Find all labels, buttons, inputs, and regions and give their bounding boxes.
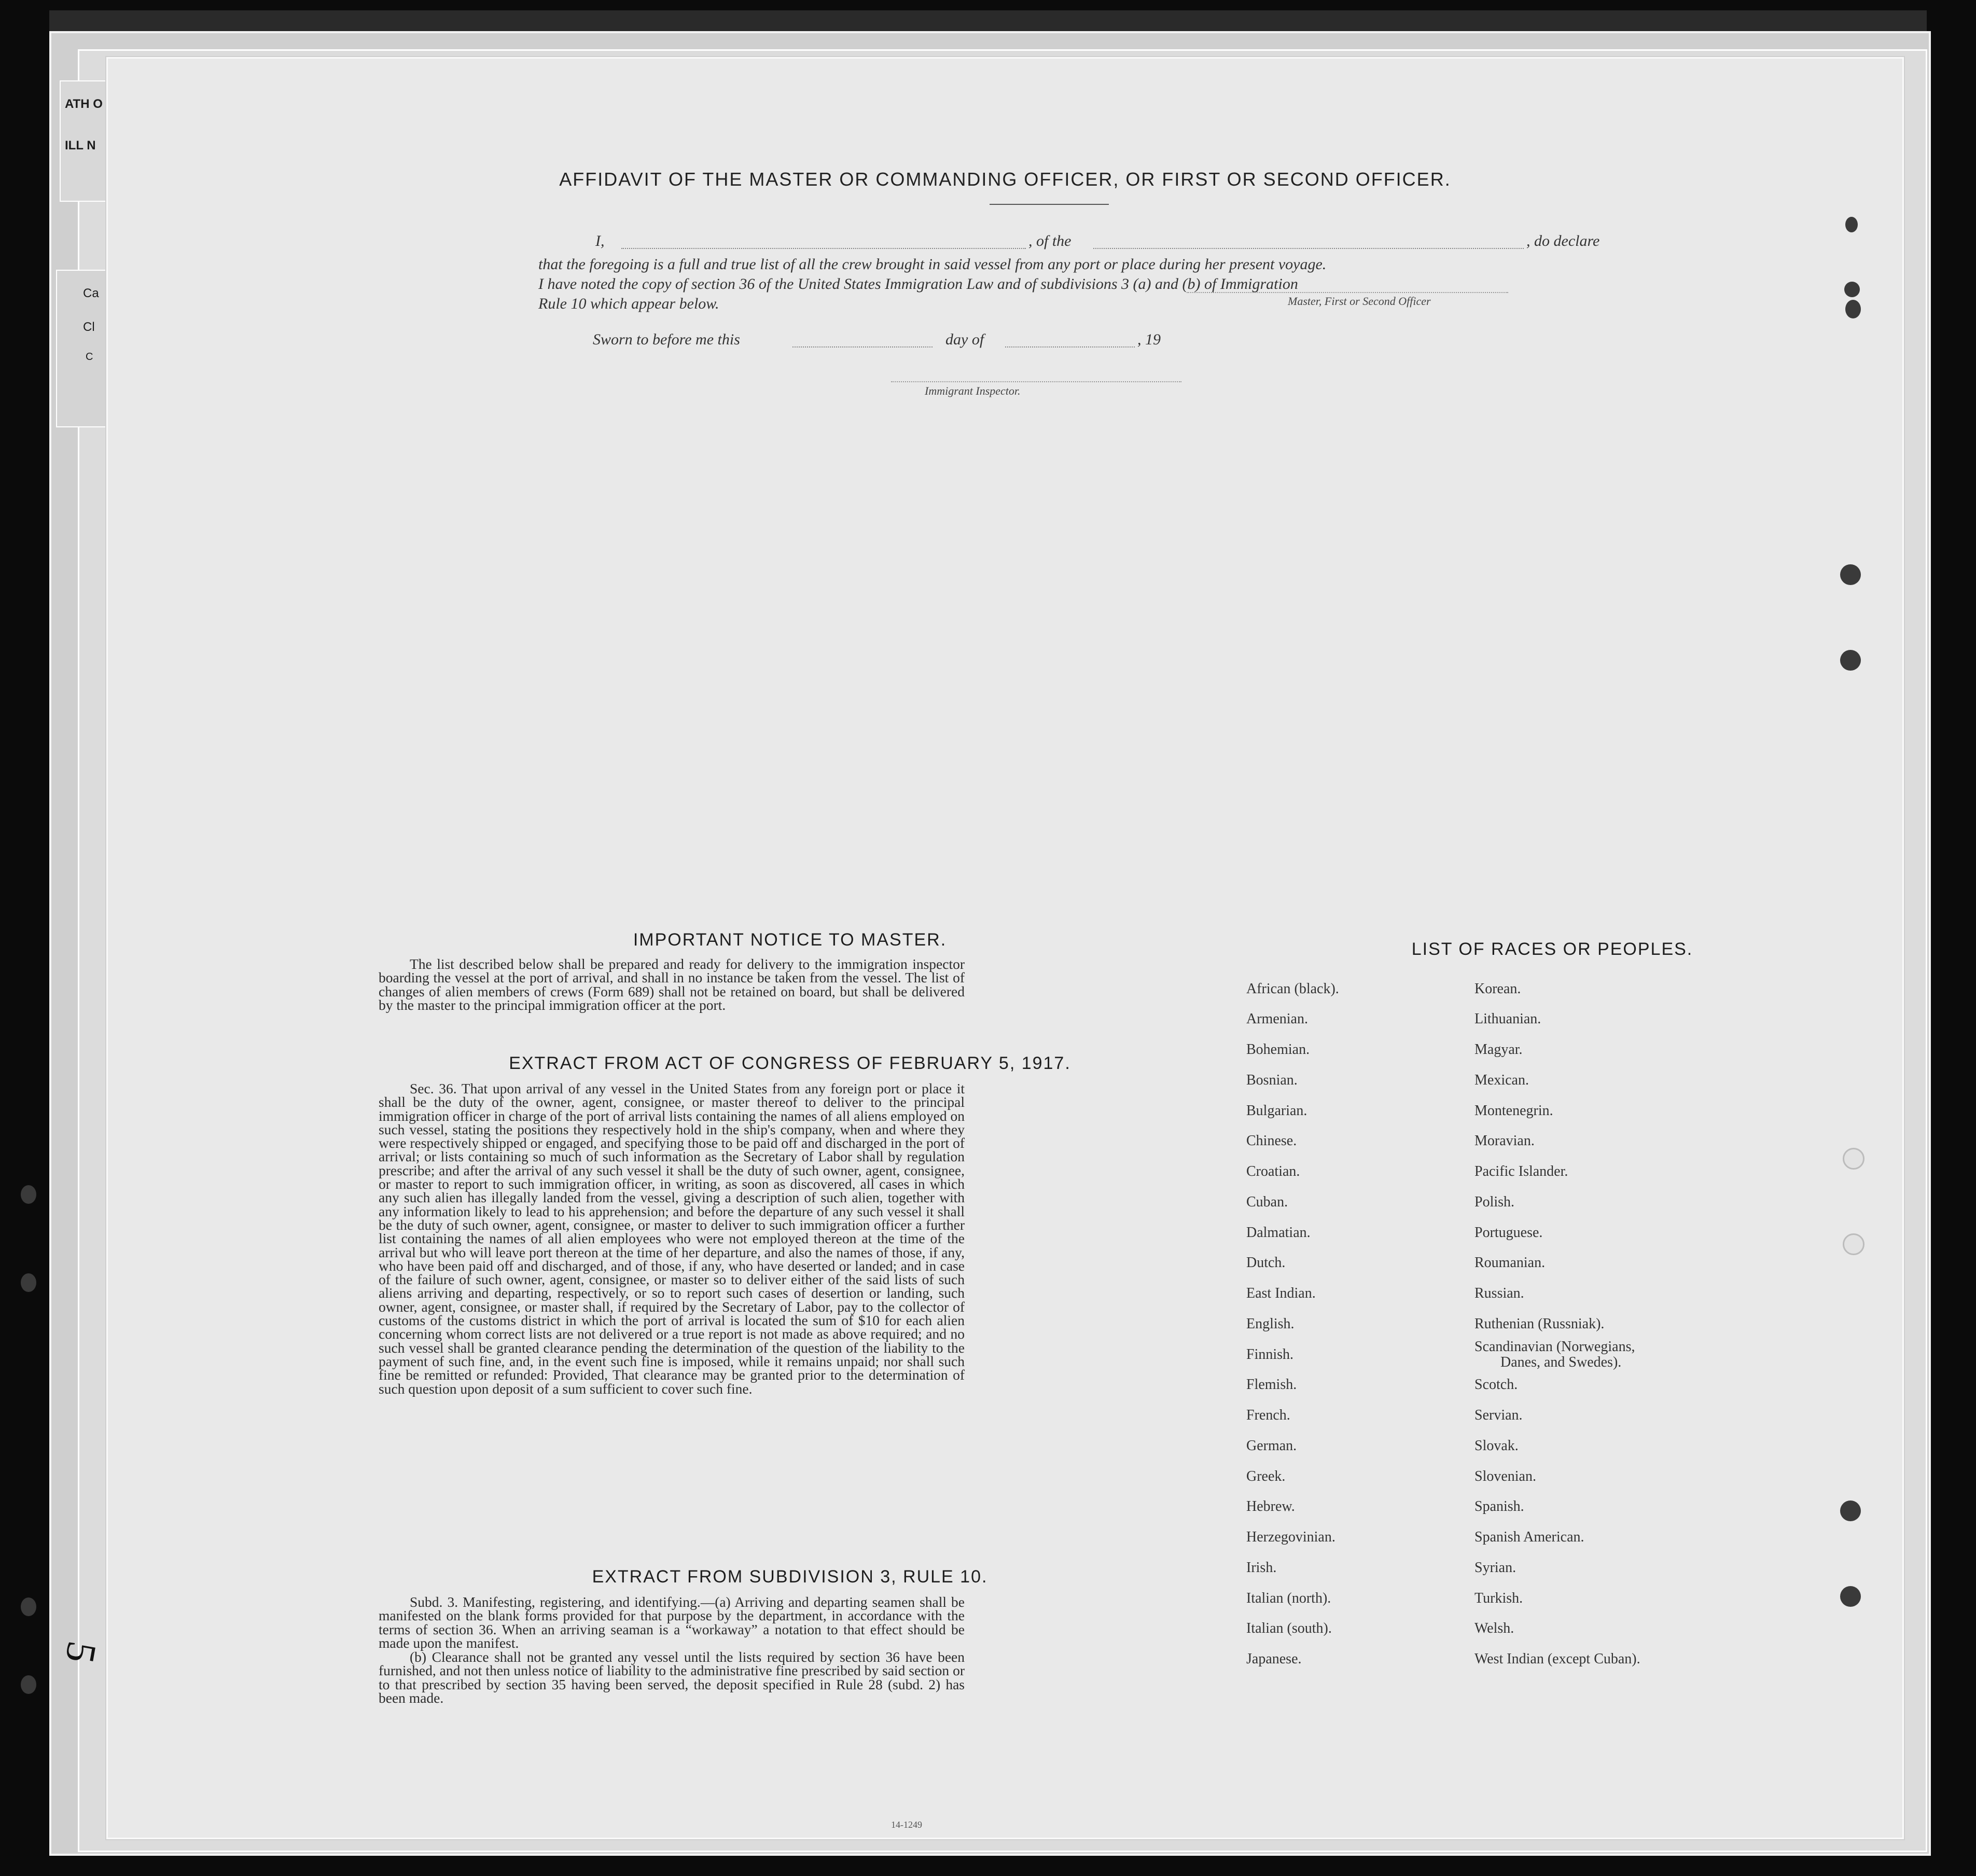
form-number: 14-1249 — [891, 1819, 922, 1830]
notice-title: IMPORTANT NOTICE TO MASTER. — [633, 930, 947, 950]
month-blank — [1005, 346, 1135, 348]
race-item: Croatian. — [1246, 1163, 1300, 1179]
race-item: Ruthenian (Russniak). — [1474, 1316, 1605, 1332]
race-item: Montenegrin. — [1474, 1103, 1553, 1119]
master-signature-line — [1187, 292, 1508, 293]
vessel-blank — [1093, 248, 1524, 249]
race-item: Herzegovinian. — [1246, 1529, 1335, 1545]
race-item: Dutch. — [1246, 1255, 1286, 1271]
punch-hole-icon — [21, 1273, 36, 1292]
day-blank — [792, 346, 933, 348]
sworn-label: Sworn to before me this — [593, 331, 740, 348]
top-scan-edge — [49, 10, 1927, 34]
handwritten-mark: 5 — [56, 1638, 105, 1666]
race-item: Syrian. — [1474, 1560, 1516, 1576]
punch-hole-icon — [21, 1185, 36, 1204]
declarant-blank — [621, 248, 1026, 249]
race-item: Greek. — [1246, 1468, 1286, 1484]
inspector-signature-line — [891, 381, 1181, 382]
stub-text-2: ILL N — [65, 138, 96, 152]
race-item: English. — [1246, 1316, 1295, 1332]
race-item: Polish. — [1474, 1194, 1515, 1210]
race-item: Korean. — [1474, 981, 1521, 997]
race-item: Turkish. — [1474, 1590, 1523, 1606]
year-label: , 19 — [1137, 331, 1161, 348]
race-item: Flemish. — [1246, 1377, 1297, 1393]
punch-hole-icon — [1843, 1148, 1864, 1170]
race-item: Moravian. — [1474, 1133, 1535, 1149]
punch-hole-icon — [1840, 1500, 1861, 1521]
race-item: Mexican. — [1474, 1072, 1529, 1088]
race-item: Lithuanian. — [1474, 1011, 1541, 1027]
punch-hole-icon — [1845, 217, 1858, 232]
race-item: Portuguese. — [1474, 1225, 1543, 1241]
title-rule — [990, 204, 1109, 205]
race-item: East Indian. — [1246, 1285, 1316, 1301]
race-item: Japanese. — [1246, 1651, 1302, 1667]
race-item: Dalmatian. — [1246, 1225, 1311, 1241]
race-item: Roumanian. — [1474, 1255, 1546, 1271]
race-item: Armenian. — [1246, 1011, 1308, 1027]
race-item: French. — [1246, 1407, 1290, 1423]
race-item: Slovenian. — [1474, 1468, 1536, 1484]
act-extract-text: Sec. 36. That upon arrival of any vessel in the United States from any foreign port or place it shall be the duty of the owner, agent, consignee, or master thereof to deliver to the principal immigration officer in charge of the port of arrival lists containing the names of all aliens employed on such vessel, stating the positions they respectively hold in the ship's company, when and where they were respectively shipped or engaged, and specifying those to be paid off and discharged in the port of arrival; or lists containing so much of such information as the Secretary of Labor shall by regulation prescribe; and after the arrival of any such vessel it shall be the duty of such owner, agent, consignee, or master to report to such immigration officer, in writing, as soon as discovered, all cases in which any such alien has illegally landed from the vessel, giving a description of such alien, together with any information likely to lead to his apprehension; and before the departure of any such vessel it shall be the duty of such owner, agent, consignee, or master to deliver to such immigration officer a further list containing the names of all alien employees who were not employed thereon at the time of the arrival but who will leave port thereon at the time of her departure, and also the names of those, if any, who have been paid off and discharged, and of those, if any, who have deserted or landed; and in case of the failure of such owner, agent, consignee, or master so to deliver either of the said lists of such aliens arriving and departing, respectively, or so to report such cases of desertion or landing, such owner, agent, consignee, or master shall, if required by the Secretary of Labor, pay to the collector of customs of the customs district in which the port of arrival is located the sum of $10 for each alien concerning whom correct lists are not delivered or a true report is not made as above required; and no such vessel shall be granted clearance pending the determination of the question of the liability to the payment of such fine, and, in the event such fine is imposed, while it remains unpaid; nor shall such fine be remitted or refunded: Provided, That clearance may be granted prior to the determination of such question upon deposit of a sum sufficient to cover such fine. — [379, 1080, 965, 1397]
race-item: Servian. — [1474, 1407, 1523, 1423]
race-item: West Indian (except Cuban). — [1474, 1651, 1640, 1667]
stub-c1: Ca — [83, 286, 99, 300]
punch-hole-icon — [21, 1597, 36, 1616]
race-item: Finnish. — [1246, 1346, 1294, 1363]
do-declare-label: , do declare — [1526, 232, 1600, 249]
punch-hole-icon — [1840, 1586, 1861, 1607]
race-item: Bulgarian. — [1246, 1103, 1307, 1119]
race-item: Irish. — [1246, 1560, 1277, 1576]
race-item: Bosnian. — [1246, 1072, 1298, 1088]
race-item: Russian. — [1474, 1285, 1524, 1301]
of-the-label: , of the — [1028, 232, 1072, 249]
race-item: Spanish American. — [1474, 1529, 1584, 1545]
race-item: Chinese. — [1246, 1133, 1297, 1149]
race-item: German. — [1246, 1438, 1297, 1454]
race-item: Spanish. — [1474, 1498, 1524, 1514]
affidavit-title: AFFIDAVIT OF THE MASTER OR COMMANDING OFFICER, OR FIRST OR SECOND OFFICER. — [559, 169, 1451, 190]
declarant-label: I, — [595, 232, 605, 249]
race-item: Bohemian. — [1246, 1041, 1310, 1058]
race-item: Scotch. — [1474, 1377, 1518, 1393]
race-item: Italian (north). — [1246, 1590, 1331, 1606]
race-item: African (black). — [1246, 981, 1339, 997]
stub-text-1: ATH O — [65, 97, 103, 111]
stub-c2: Cl — [83, 320, 95, 334]
punch-hole-icon — [1840, 650, 1861, 671]
race-item: Italian (south). — [1246, 1620, 1332, 1636]
race-item: Cuban. — [1246, 1194, 1288, 1210]
master-caption: Master, First or Second Officer — [1288, 295, 1431, 308]
punch-hole-icon — [1844, 282, 1860, 297]
punch-hole-icon — [21, 1675, 36, 1694]
race-item: Slovak. — [1474, 1438, 1519, 1454]
race-item: Magyar. — [1474, 1041, 1523, 1058]
races-title: LIST OF RACES OR PEOPLES. — [1411, 939, 1693, 959]
race-item: Pacific Islander. — [1474, 1163, 1568, 1179]
punch-hole-icon — [1840, 564, 1861, 585]
race-item: Welsh. — [1474, 1620, 1514, 1636]
inspector-caption: Immigrant Inspector. — [925, 384, 1021, 397]
left-stub-header — [60, 80, 111, 202]
rule-extract-text-b: (b) Clearance shall not be granted any vessel until the lists required by section 36 have been furnished, and not then unless notice of liability to the administrative fine prescribed by said section or to that prescribed by section 35 having been served, the deposit specified in Rule 28 (subd. 2) has been made. — [379, 1649, 965, 1706]
punch-hole-icon — [1845, 300, 1861, 318]
declaration-line-1: that the foregoing is a full and true list of all the crew brought in said vessel from any port or place during her present voyage. — [538, 256, 1327, 273]
rule-extract-text-a: Subd. 3. Manifesting, registering, and identifying.—(a) Arriving and departing seamen shall be manifested on the blank forms provided for that purpose by the department, in accordance with the terms of section 36. When an arriving seaman is a “workaway” a notation to that effect should be made upon the manifest. — [379, 1594, 965, 1651]
punch-hole-icon — [1843, 1233, 1864, 1255]
declaration-line-2: I have noted the copy of section 36 of the United States Immigration Law and of subdivisions 3 (a) and (b) of Immigration — [538, 275, 1298, 293]
act-extract-title: EXTRACT FROM ACT OF CONGRESS OF FEBRUARY 5, 1917. — [509, 1053, 1071, 1073]
notice-text: The list described below shall be prepared and ready for delivery to the immigration inspector boarding the vessel at the port of arrival, and shall in no instance be taken from the vessel. The list of changes of alien members of crews (Form 689) shall not be retained on board, but shall be delivered by the master to the principal immigration officer at the port. — [379, 956, 965, 1013]
stub-c3: C — [86, 351, 93, 363]
rule-extract-title: EXTRACT FROM SUBDIVISION 3, RULE 10. — [592, 1567, 988, 1587]
race-item-continuation: Danes, and Swedes). — [1500, 1354, 1622, 1370]
race-item: Hebrew. — [1246, 1498, 1295, 1514]
declaration-line-3: Rule 10 which appear below. — [538, 295, 719, 312]
form-page — [106, 57, 1904, 1839]
day-of-label: day of — [945, 331, 984, 348]
race-item: Scandinavian (Norwegians, — [1474, 1339, 1635, 1355]
